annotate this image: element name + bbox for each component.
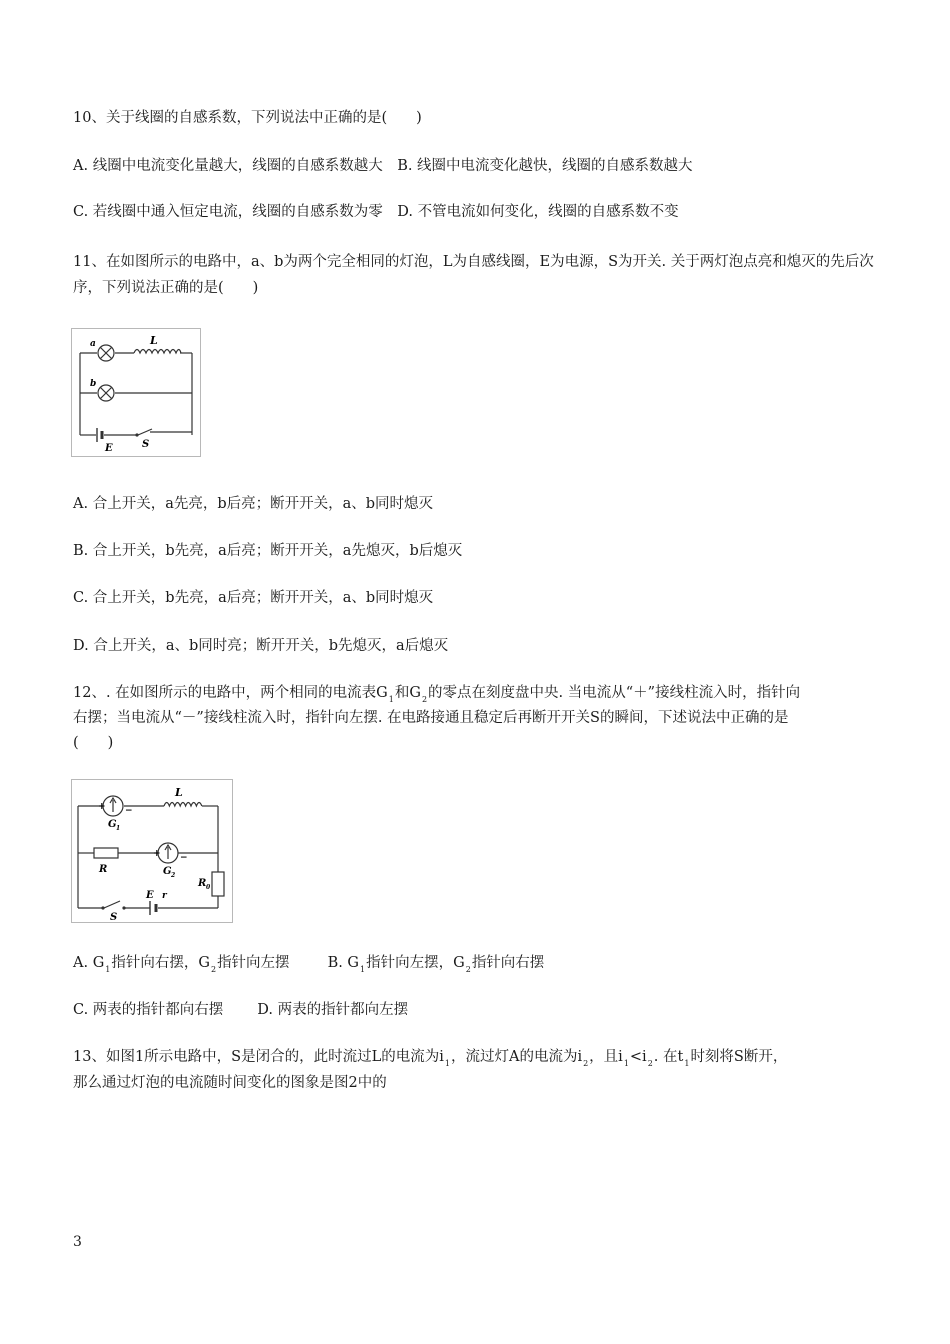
- q12-label-S: S: [110, 912, 118, 922]
- q12-options-cd: [73, 1000, 408, 1020]
- q12-circuit-diagram: [72, 780, 232, 922]
- q12-opt-b-sub1: 1: [360, 965, 366, 974]
- q12-option-d: D. 两表的指针都向左摆: [257, 1002, 409, 1018]
- q12-opt-a-part1: A. G: [73, 955, 105, 971]
- q13-stem-line2: 那么通过灯泡的电流随时间变化的图象是图2中的: [73, 1075, 387, 1091]
- q12-stem-line2: 右摆；当电流从“－”接线柱流入时，指针向左摆. 在电路接通且稳定后再断开开关S的瞬间，下述说法中正确的是: [73, 710, 789, 726]
- q11-label-E: E: [105, 443, 113, 454]
- q11-label-S: S: [142, 439, 150, 450]
- q12-stem-part3: 的零点在刻度盘中央. 当电流从“＋”接线柱流入时，指针向: [428, 685, 801, 701]
- q12-circuit-figure: [71, 779, 233, 923]
- q12-label-G1-sub: 1: [116, 825, 121, 832]
- q12-option-b: [327, 955, 545, 974]
- q12-option-a: [73, 955, 290, 974]
- q10-options-ab: A. 线圈中电流变化量越大，线圈的自感系数越大 B. 线圈中电流变化越快，线圈的自感系数越大: [73, 158, 693, 174]
- q12-plus-g1: +: [98, 802, 106, 812]
- page-number: 3: [73, 1234, 82, 1250]
- q12-opt-a-sub2: 2: [210, 965, 217, 974]
- q12-minus-g2: −: [180, 853, 188, 863]
- q12-opt-b-part3: 指针向右摆: [471, 955, 545, 971]
- q11-option-c: C. 合上开关，b先亮，a后亮；断开开关，a、b同时熄灭: [73, 590, 434, 606]
- q13-stem-sub4: 2: [647, 1059, 653, 1068]
- q12-label-R0-sub: 0: [206, 884, 211, 891]
- q12-minus-g1: −: [125, 806, 133, 816]
- q12-label-E: E: [146, 890, 154, 901]
- q12-label-r: r: [162, 891, 167, 901]
- q13-stem-part1: 13、如图1所示电路中，S是闭合的，此时流过L的电流为i: [73, 1049, 444, 1065]
- q13-stem-line1: [73, 1047, 787, 1074]
- q11-label-b: b: [90, 379, 97, 389]
- q10-stem: 10、关于线圈的自感系数，下列说法中正确的是( ): [73, 110, 422, 126]
- q13-stem-sub5: 1: [684, 1059, 690, 1068]
- q12-opt-b-part1: B. G: [327, 955, 360, 971]
- q13-stem-part2: ，流过灯A的电流为i: [450, 1049, 583, 1065]
- q12-opt-a-part2: 指针向右摆，G: [111, 955, 210, 971]
- q11-option-a: A. 合上开关，a先亮，b后亮；断开开关，a、b同时熄灭: [73, 496, 434, 512]
- q13-stem-part3: ，且i: [589, 1049, 623, 1065]
- q12-label-G2: G: [163, 866, 172, 877]
- q12-label-R: R: [99, 864, 108, 875]
- q12-opt-b-sub2: 2: [465, 965, 471, 974]
- q12-stem-line1: [73, 683, 800, 710]
- q13-stem-part4: <i: [629, 1049, 647, 1065]
- q12-stem-part1: 12、. 在如图所示的电路中，两个相同的电流表G: [73, 685, 388, 701]
- q13-stem-sub2: 2: [583, 1059, 589, 1068]
- q12-stem-part2: 和G: [394, 685, 421, 701]
- q12-plus-g2: +: [153, 849, 161, 859]
- q13-stem-sub1: 1: [444, 1059, 450, 1068]
- q11-option-d: D. 合上开关，a、b同时亮；断开开关，b先熄灭，a后熄灭: [73, 638, 449, 654]
- q13-stem-part5: . 在t: [653, 1049, 684, 1065]
- q12-option-c: C. 两表的指针都向右摆: [73, 1002, 224, 1018]
- q12-opt-a-sub1: 1: [105, 965, 111, 974]
- q12-label-R0: R: [198, 878, 207, 889]
- q11-stem: 11、在如图所示的电路中，a、b为两个完全相同的灯泡，L为自感线圈，E为电源，S为开关. 关于两灯泡点亮和熄灭的先后次序，下列说法正确的是( ): [73, 254, 874, 296]
- q13-stem-part6: 时刻将S断开，: [690, 1049, 788, 1065]
- q12-label-G1: G: [108, 819, 117, 830]
- q12-label-L: L: [175, 786, 183, 799]
- q12-stem-line3: ( ): [73, 735, 114, 751]
- q12-options-ab: [73, 953, 544, 980]
- q11-option-b: B. 合上开关，b先亮，a后亮；断开开关，a先熄灭，b后熄灭: [73, 543, 463, 559]
- q12-label-G2-sub: 2: [171, 872, 176, 879]
- q11-circuit-diagram: [72, 329, 200, 456]
- q11-label-L: L: [150, 334, 158, 347]
- q12-stem-sub1: 1: [388, 695, 394, 704]
- q12-opt-a-part3: 指针向左摆: [217, 955, 290, 971]
- q11-circuit-figure: [71, 328, 201, 457]
- q12-opt-b-part2: 指针向左摆，G: [366, 955, 465, 971]
- q11-label-a: a: [90, 339, 96, 349]
- q10-options-cd: C. 若线圈中通入恒定电流，线圈的自感系数为零 D. 不管电流如何变化，线圈的自感系数不变: [73, 204, 679, 220]
- q12-stem-sub2: 2: [421, 695, 428, 704]
- q13-stem-sub3: 1: [623, 1059, 629, 1068]
